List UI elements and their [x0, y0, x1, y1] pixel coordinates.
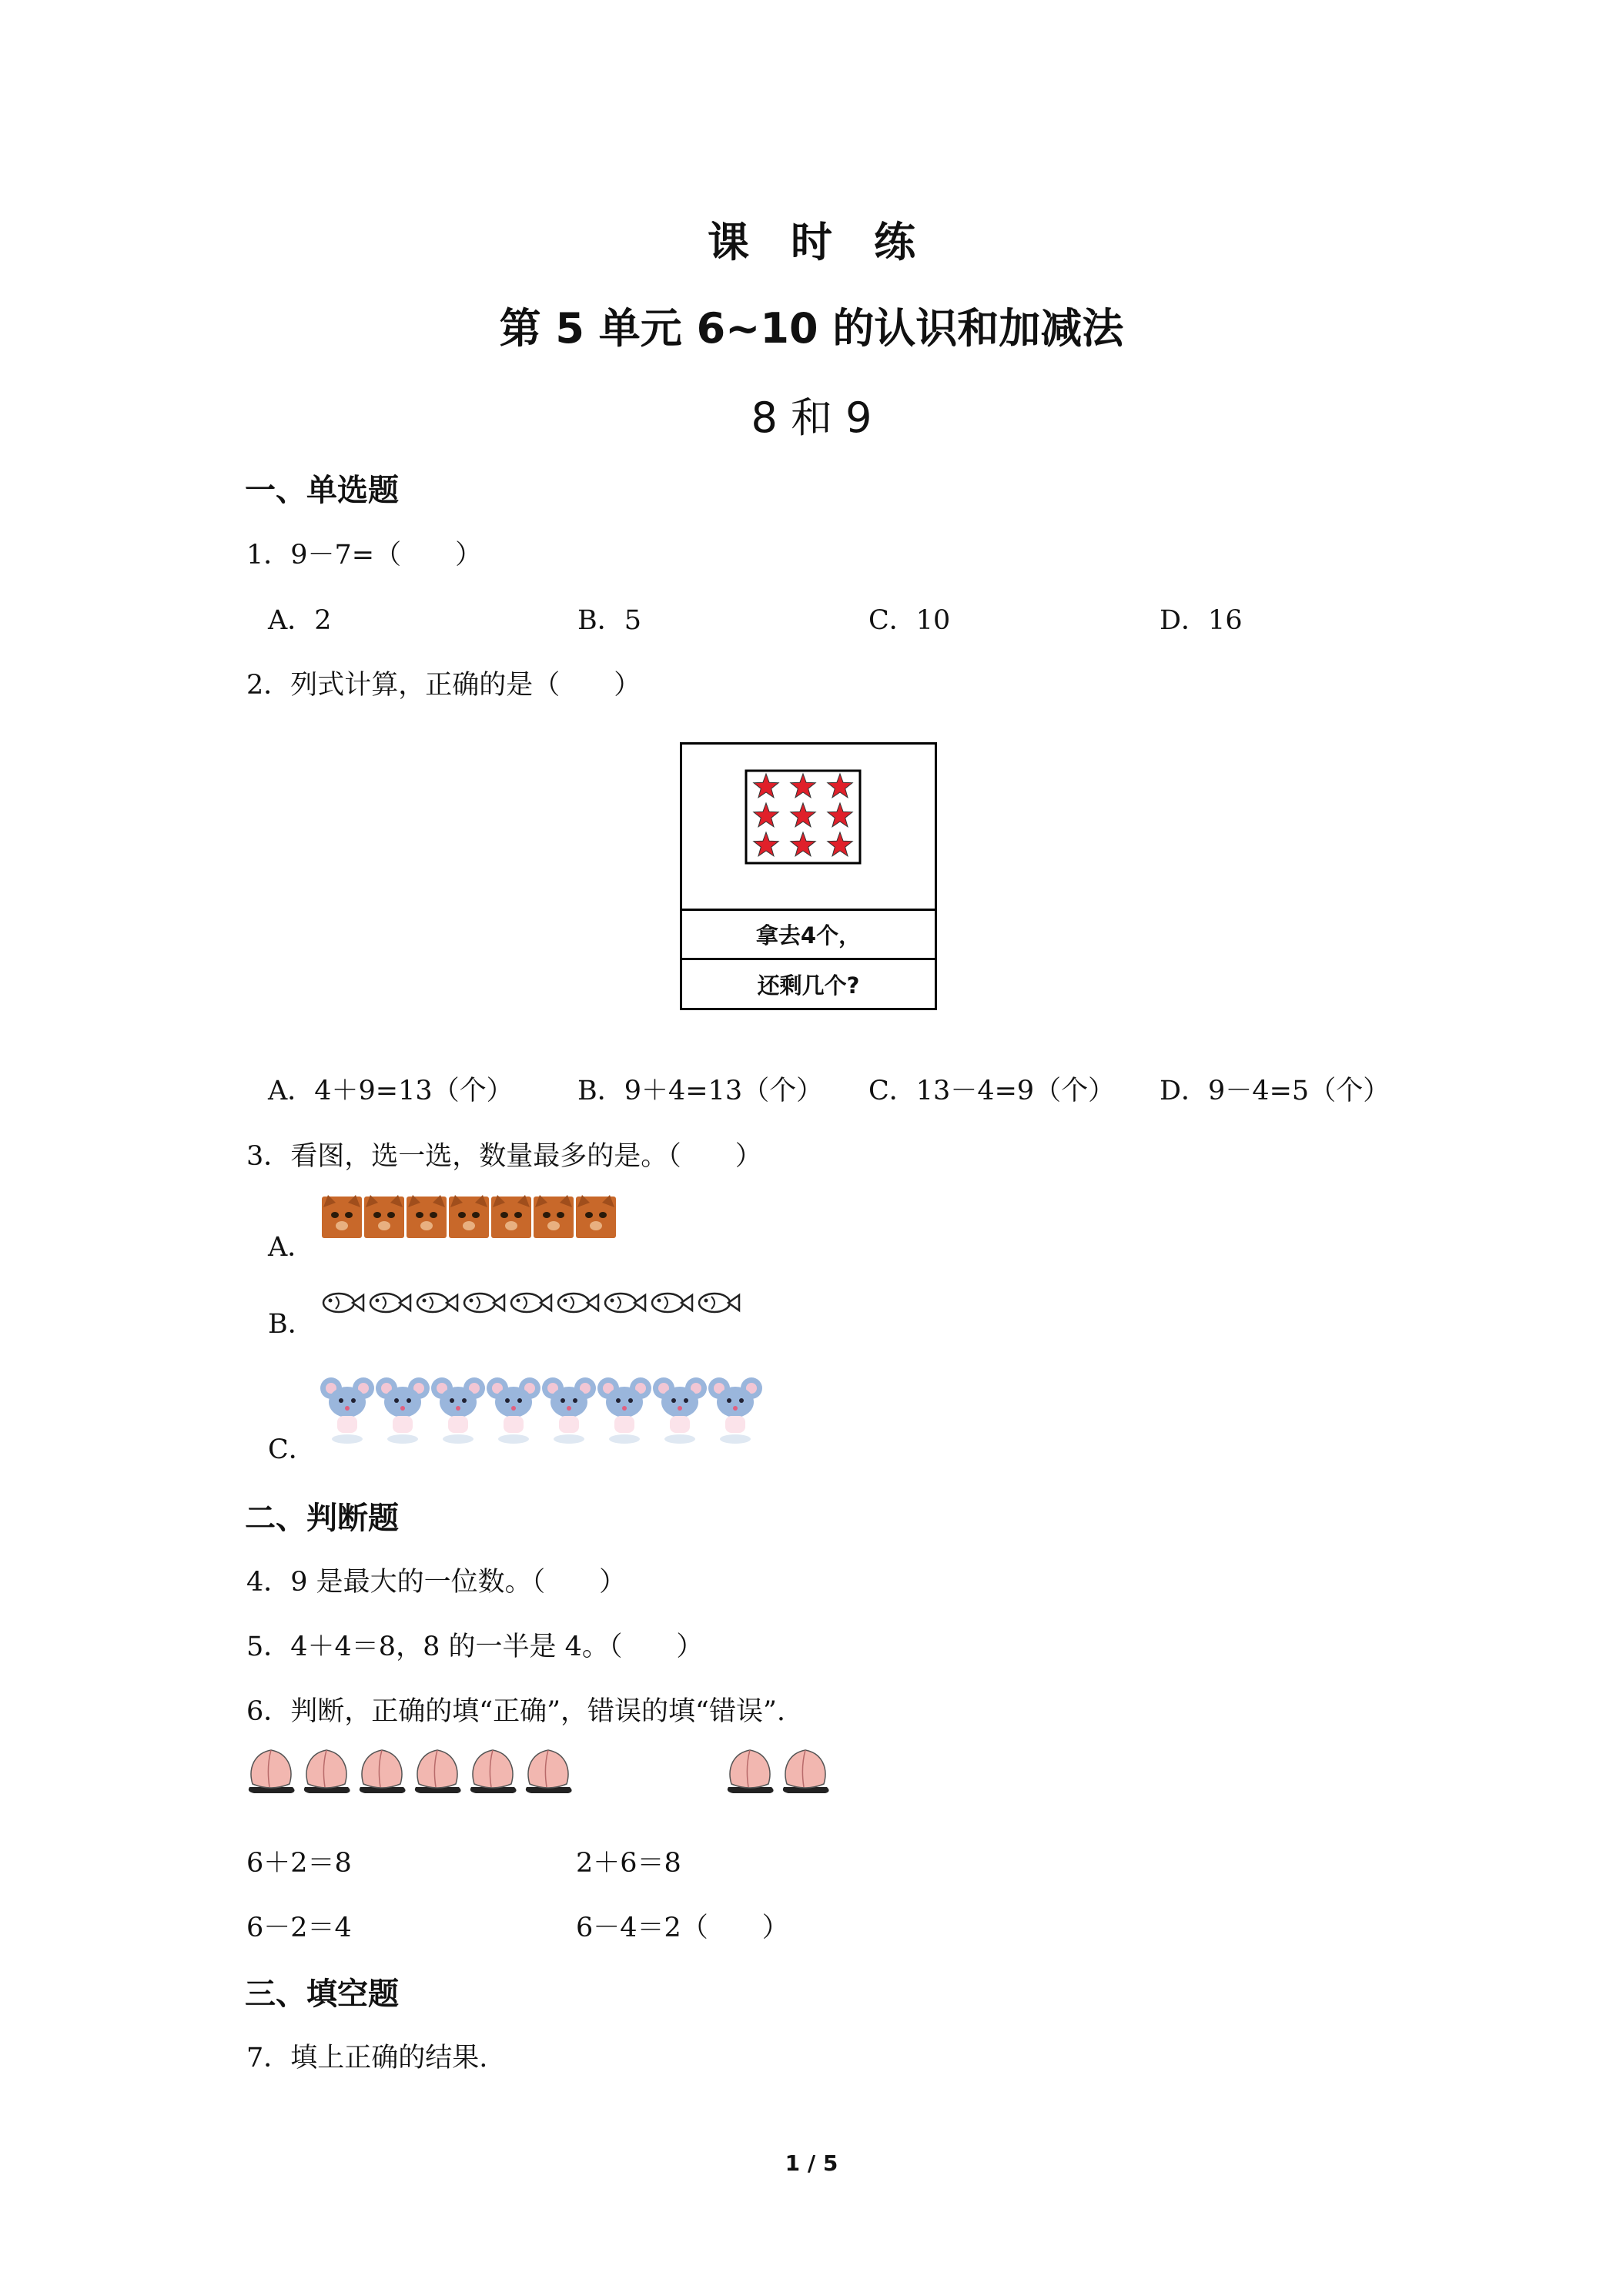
cat-icon	[364, 1195, 404, 1238]
peach-icon	[783, 1750, 829, 1793]
cat-icon	[534, 1195, 574, 1238]
q6-eq4: 6－4＝2（ ）	[576, 1913, 789, 1943]
q6-eq3: 6－2＝4	[246, 1913, 352, 1943]
peach-icon	[415, 1750, 461, 1793]
page-number: 1 / 5	[785, 2150, 838, 2176]
q1-option-a: A．2	[268, 605, 332, 636]
q3-fish-row	[319, 1287, 750, 1318]
mouse-icon	[320, 1377, 374, 1444]
peach-icon	[249, 1750, 295, 1793]
section-fill-blank: 三、填空题	[245, 1976, 399, 2012]
q2-figure	[680, 742, 937, 1010]
doc-title: 课 时 练	[708, 218, 915, 266]
q2-stem: 2．列式计算，正确的是（ ）	[246, 670, 641, 701]
q6-stem: 6．判断，正确的填“正确”，错误的填“错误”.	[246, 1696, 785, 1727]
cat-icon	[322, 1195, 362, 1238]
peach-icon	[360, 1750, 406, 1793]
mouse-icon	[542, 1377, 596, 1444]
fish-icon	[370, 1294, 410, 1312]
q3-label-c: C．	[268, 1434, 316, 1465]
mouse-icon	[431, 1377, 485, 1444]
section-single-choice: 一、单选题	[245, 473, 399, 508]
peach-icon	[728, 1750, 774, 1793]
fish-icon	[699, 1294, 739, 1312]
q1-stem: 1．9－7=（ ）	[246, 540, 483, 571]
q7-stem: 7．填上正确的结果.	[246, 2043, 488, 2073]
q2-star-panel	[682, 745, 935, 909]
mouse-icon	[708, 1377, 762, 1444]
q4-text: 4．9 是最大的一位数。（ ）	[246, 1567, 627, 1598]
fish-icon	[511, 1294, 551, 1312]
cat-icon	[576, 1195, 616, 1238]
q1-option-b: B．5	[577, 605, 641, 636]
cat-icon	[449, 1195, 489, 1238]
q6-eq1: 6＋2＝8	[246, 1848, 352, 1879]
q6-peaches-left	[245, 1742, 599, 1804]
mouse-icon	[487, 1377, 540, 1444]
q2-star-grid	[745, 770, 861, 864]
q2-option-c: C．13－4=9（个）	[868, 1076, 1116, 1106]
fish-icon	[323, 1294, 363, 1312]
q2-option-a: A．4＋9=13（个）	[268, 1076, 514, 1106]
fish-icon	[605, 1294, 645, 1312]
fish-icon	[417, 1294, 457, 1312]
q3-stem: 3．看图，选一选，数量最多的是。（ ）	[246, 1141, 762, 1172]
q2-option-b: B．9＋4=13（个）	[577, 1076, 824, 1106]
q5-text: 5．4＋4＝8，8 的一半是 4。（ ）	[246, 1632, 704, 1662]
q6-eq2: 2＋6＝8	[576, 1848, 681, 1879]
mouse-icon	[597, 1377, 651, 1444]
q3-cats-row	[319, 1192, 627, 1240]
fish-icon	[652, 1294, 692, 1312]
q6-peaches-right	[724, 1742, 847, 1804]
q3-label-b: B．	[268, 1309, 315, 1340]
lesson-title: 8 和 9	[751, 393, 872, 442]
q3-mice-row	[319, 1374, 781, 1445]
fish-icon	[558, 1294, 598, 1312]
mouse-icon	[376, 1377, 430, 1444]
peach-icon	[304, 1750, 350, 1793]
cat-icon	[491, 1195, 531, 1238]
q3-label-a: A．	[268, 1232, 315, 1263]
mouse-icon	[653, 1377, 707, 1444]
q1-option-c: C．10	[868, 605, 951, 636]
unit-title: 第 5 单元 6~10 的认识和加减法	[499, 304, 1124, 353]
cat-icon	[407, 1195, 447, 1238]
peach-icon	[470, 1750, 517, 1793]
section-judgement: 二、判断题	[245, 1501, 399, 1536]
peach-icon	[526, 1750, 572, 1793]
q2-option-d: D．9－4=5（个）	[1160, 1076, 1390, 1106]
q1-option-d: D．16	[1160, 605, 1243, 636]
q2-figure-row2: 还剩几个?	[682, 958, 935, 1008]
q2-figure-row1: 拿去4个，	[682, 909, 935, 958]
fish-icon	[464, 1294, 504, 1312]
